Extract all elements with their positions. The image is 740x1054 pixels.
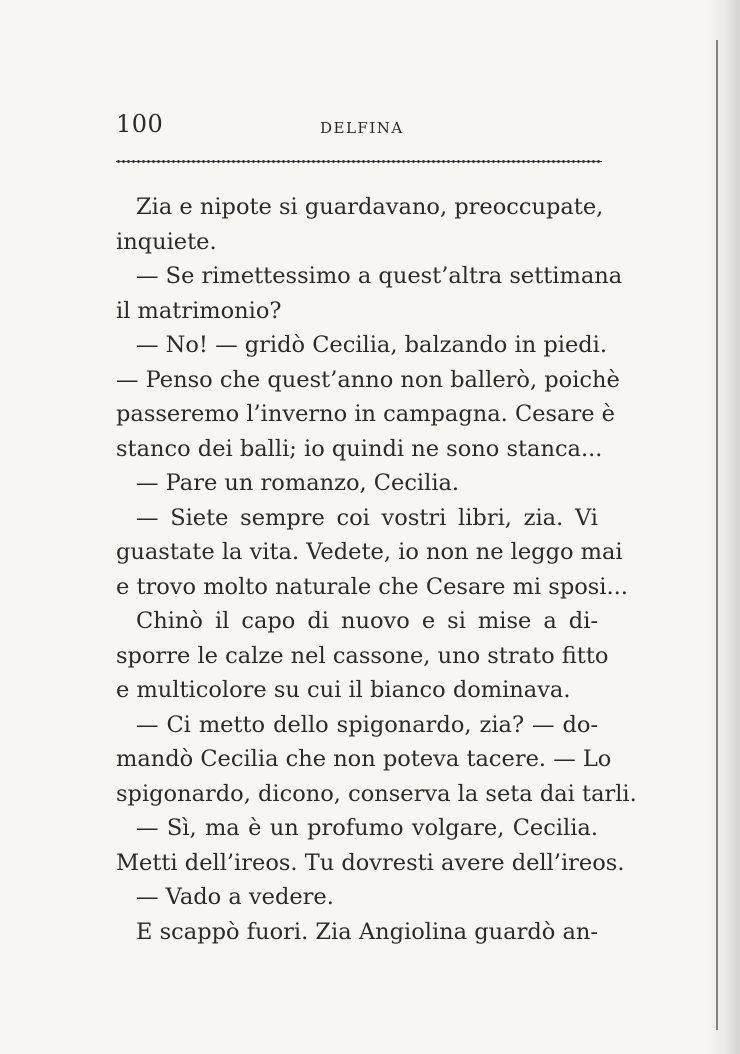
text-line: e trovo molto naturale che Cesare mi sposi... — [116, 573, 628, 600]
text-line: stanco dei balli; io quindi ne sono stanca... — [116, 435, 603, 462]
text-line: Metti dell’ireos. Tu dovresti avere dell’ireos. — [116, 849, 625, 876]
text-line: Zia e nipote si guardavano, preoccupate, — [136, 194, 604, 220]
ornamental-rule — [116, 158, 602, 165]
text-line: guastate la vita. Vedete, io non ne leggo mai — [116, 539, 623, 565]
text-line: E scappò fuori. Zia Angiolina guardò an- — [136, 918, 598, 945]
text-line: e multicolore su cui il bianco dominava. — [116, 677, 571, 703]
text-line: sporre le calze nel cassone, uno strato fitto — [116, 642, 609, 669]
body-text — [116, 190, 637, 949]
text-line: il matrimonio? — [116, 297, 282, 324]
text-line: passeremo l’inverno in campagna. Cesare è — [116, 401, 615, 427]
text-line: — Ci metto dello spigonardo, zia? — do- — [136, 711, 598, 738]
page-edge-shadow — [706, 0, 740, 1054]
text-line: — No! — gridò Cecilia, balzando in piedi. — [136, 332, 608, 358]
text-line: mandò Cecilia che non poteva tacere. — Lo — [116, 746, 612, 772]
running-title: DELFINA — [320, 119, 404, 137]
page-edge-line — [716, 40, 718, 1030]
text-line: inquiete. — [116, 228, 217, 255]
text-line: spigonardo, dicono, conserva la seta dai tarli. — [116, 780, 637, 807]
text-line: — Sì, ma è un profumo volgare, Cecilia. — [136, 815, 598, 841]
page-number: 100 — [116, 110, 164, 138]
text-line: — Penso che quest’anno non ballerò, poichè — [116, 366, 620, 393]
text-line: — Siete sempre coi vostri libri, zia. Vi — [136, 504, 598, 531]
text-line: Chinò il capo di nuovo e si mise a di- — [136, 608, 598, 634]
text-line: — Se rimettessimo a quest’altra settimana — [136, 263, 623, 289]
text-line: — Vado a vedere. — [136, 884, 334, 910]
text-line: — Pare un romanzo, Cecilia. — [136, 470, 460, 496]
